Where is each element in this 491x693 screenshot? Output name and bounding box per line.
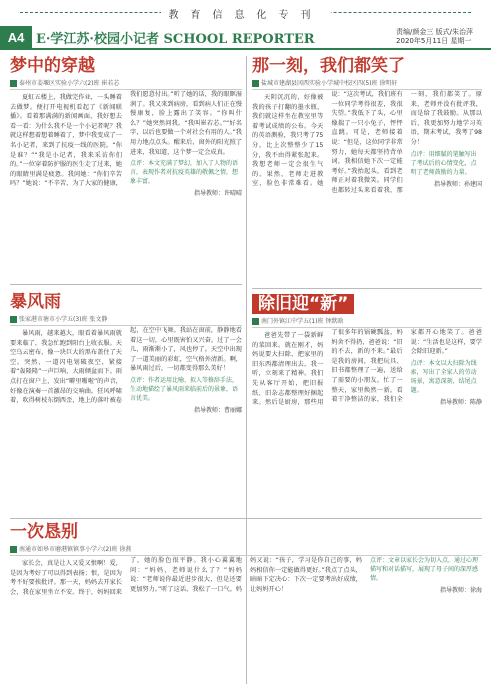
article-comment: 点评：用细腻的笔触写出了考试后的心情变化，点明了老师鼓励的力量。 (410, 150, 477, 176)
article-title: 除旧迎“新” (252, 294, 354, 314)
brand-title: E·学江苏·校园小记者 SCHOOL REPORTER (36, 32, 315, 47)
page-number: A4 (0, 26, 32, 48)
article-body: 天阴沉沉的，好像被我的孩子打翻的墨水瓶，我们就这样坐在教室里等着考试成绩的公布。今天的英语测验，我只考了75分，比上次整整少了15分，我不由得紧张起来。我想老师一定会很生气的。果然，老师走进教室，脸色非常难看。她说：“这次考试，我们班有一位同学考得很差，我很失望。”我低下了头，心里像揣了一只小兔子，怦怦直跳。可是，老师接着说：“但是，这位同学非常努力，她每天都坚持背单词，我相信她下次一定能考好。”我抬起头，看到老师正对着我微笑。同学们也都转过头来看着我，那一刻，我们都笑了。原来，老师并没有批评我，而是给了我鼓励。从那以后，我更加努力地学习英语，期末考试，我考了98分！ (252, 91, 482, 194)
row-divider-right (252, 288, 482, 289)
article-comment: 点评：作者运用比喻、拟人等修辞手法，生动地描绘了暴风雨来临前后的景象，语言优美。 (130, 376, 239, 402)
article-body: 夏虹五楼上，我做完作业，一头睡着去做梦。便打开电视机看起了《新闻联播》。看着那满满的新闻画面，我好想去看一看：为什么我不是一个小记者呢？我就这样想着想着睡着了，梦中我变成了一名小记者，来到了抗疫一线的医院。“你是谁？”“我是小记者，我来采访你们的。”一位穿着防护服的医生走了过来，她的眼睛里满是疲惫。我问她：“你们辛苦吗？”她说：“不辛苦，为了大家的健康，我们愿意付出。”听了她的话，我的眼眶湿润了。我又来到病房，看到病人们正在慢慢康复，脸上露出了笑容。“你叫什么？”她突然问我。“我叫崔若芯。”“好名字，以后也要做一个对社会有用的人。”我用力地点点头。醒来后，窗外的阳光照了进来，我知道，这个梦一定会成真。 (10, 91, 242, 188)
article-teacher: 指导教师：陈静 (439, 398, 482, 406)
article-teacher: 指导教师：许晴晴 (193, 190, 242, 198)
article-title: 那一刻，我们都笑了 (252, 56, 405, 76)
row-divider-left (10, 284, 242, 285)
article-farewell (10, 522, 482, 684)
byline-text: 南通市如皋市磨港镇镇事小学六(2)班 徐燕 (19, 546, 132, 553)
article-columns (10, 556, 482, 597)
article-byline (252, 316, 482, 328)
masthead-rule (0, 48, 491, 50)
top-strip (0, 0, 491, 26)
article-byline (10, 314, 242, 326)
article-comment: 点评：本文以大扫除为线索，写出了全家人的劳动场景，寓意深刻，结尾点题。 (410, 359, 477, 394)
school-icon (10, 316, 17, 323)
school-icon (10, 80, 17, 87)
article-comment: 点评：本文充满了梦幻，加入了人物的语言，表现作者对抗疫英雄的敬佩之情，想象丰富。 (130, 160, 239, 186)
row-divider-bottom (10, 518, 482, 519)
article-byline (10, 544, 482, 556)
school-icon (252, 80, 259, 87)
masthead-meta (396, 28, 473, 46)
article-comment: 点评：文章以家长会为切入点，通过心理描写和对话描写，展现了母子间的深厚感情。 (370, 557, 479, 582)
article-byline (10, 78, 242, 90)
article-body: 爸爸先带了一袋新鲜的菜回来。就在刚才，妈妈说要大扫除，把家里的旧东西都清理出去。我一听，立刻来了精神。我们先从客厅开始，把旧报纸、旧杂志都整理好捆起来。然后是厨房，那些用了很多年的锅碗瓢盆，妈妈舍不得扔，爸爸说：“旧的不去，新的不来。”最后是我的房间，我把玩具、旧书都整理了一遍，送给了需要的小朋友。忙了一整天，家里焕然一新。看着干净整洁的家，我们全家都开心地笑了。爸爸说：“生活也是这样，要学会除旧迎新。” (252, 329, 482, 407)
article-columns (10, 90, 242, 197)
article-laugh (252, 56, 482, 284)
article-teacher: 指导教师：徐海 (439, 587, 482, 594)
article-title: 一次恳别 (10, 522, 78, 542)
school-icon (10, 546, 17, 553)
masthead (0, 26, 491, 48)
article-teacher: 指导教师：曹丽娜 (193, 406, 242, 414)
school-icon (252, 318, 259, 325)
article-columns (10, 326, 242, 414)
byline-text: 泰州市姜堰区实验小学六(2)班 崔若芯 (19, 80, 120, 87)
article-title: 暴风雨 (10, 292, 61, 312)
article-renew (252, 294, 482, 514)
article-teacher: 指导教师：孙建国 (433, 180, 482, 188)
byline-text: 盐城市建湖县冈西实验小学城中校区四(5)班 徐明轩 (261, 80, 398, 87)
date-line: 2020年5月11日 星期一 (396, 37, 472, 45)
article-storm (10, 292, 242, 514)
article-body: 家长会，真是让人又爱又恨啊！爱，是因为考好了可以得到表扬；恨，是因为考不好要挨批评。那一天，妈妈去开家长会，我在家里坐立不安。终于，妈妈回来了，她的脸色很平静。我小心翼翼地问：“妈妈，老师说什么了？”妈妈说：“老师说你最近进步很大，但是还要更加努力。”听了这话，我松了一口气。妈妈又说：“孩子，学习是你自己的事，妈妈相信你一定能做得更好。”我点了点头，暗暗下定决心：下次一定要考出好成绩，让妈妈开心！ (10, 557, 362, 596)
article-body: 暴风雨，越来越大，眼看着暴风雨就要来临了，我急忙跑到阳台上收衣服。天空乌云密布，像一块巨大的黑布盖住了天空。突然，一道闪电划破夜空，紧接着“轰隆隆”一声巨响，大雨倾盆而下。雨点打在窗户上，发出“噼里啪啦”的声音，好像在演奏一首激昂的交响曲。狂风呼啸着，吹得树枝东倒西歪，地上的落叶被卷起，在空中飞舞。我站在窗前，静静地看着这一切，心里既害怕又兴奋。过了一会儿，雨渐渐小了，风也停了。天空中出现了一道美丽的彩虹，空气格外清新。啊，暴风雨过后，一切都变得那么美好！ (10, 327, 242, 405)
article-columns (252, 328, 482, 408)
article-dream (10, 56, 242, 278)
article-byline (252, 78, 482, 90)
article-title: 梦中的穿越 (10, 56, 95, 76)
byline-text: 张家港市塘市小学五(3)班 张文静 (19, 316, 108, 323)
article-columns (252, 90, 482, 196)
slogan: 教育信息化专刊 (161, 6, 331, 21)
editor-line: 责编/颜金三 版式/朱治萍 (396, 28, 473, 36)
byline-text: 南门外镇江中学五(1)班 钟默晗 (261, 318, 344, 325)
